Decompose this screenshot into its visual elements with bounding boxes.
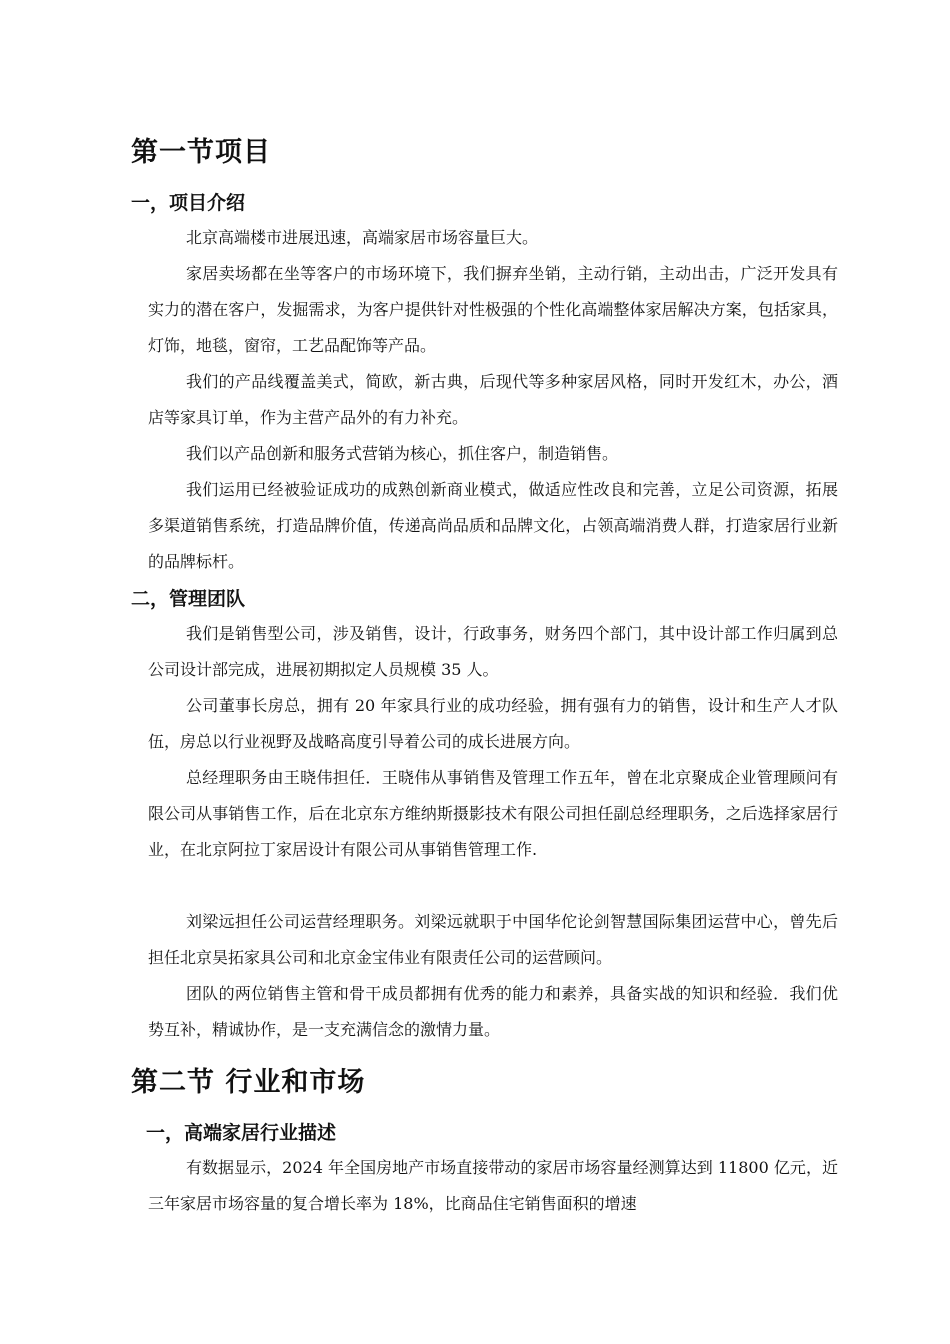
paragraph: 我们以产品创新和服务式营销为核心，抓住客户，制造销售。	[186, 444, 619, 463]
paragraph: 有数据显示，2024 年全国房地产市场直接带动的家居市场容量经测算达到 11800 亿元，近三年家居市场容量的复合增长率为 18%，比商品住宅销售面积的增速	[148, 1158, 838, 1213]
paragraph: 家居卖场都在坐等客户的市场环境下，我们摒弃坐销，主动行销，主动出击，广泛开发具有实力的潜在客户，发掘需求，为客户提供针对性极强的个性化高端整体家居解决方案，包括家具，灯饰，地毯，窗帘，工艺品配饰等产品。	[148, 264, 838, 355]
paragraph: 总经理职务由王晓伟担任．王晓伟从事销售及管理工作五年，曾在北京聚成企业管理顾问有限公司从事销售工作，后在北京东方维纳斯摄影技术有限公司担任副总经理职务，之后选择家居行业，在北京阿拉丁家居设计有限公司从事销售管理工作.	[148, 768, 838, 859]
paragraph: 公司董事长房总，拥有 20 年家具行业的成功经验，拥有强有力的销售，设计和生产人才队伍，房总以行业视野及战略高度引导着公司的成长进展方向。	[148, 696, 838, 751]
paragraph: 刘梁远担任公司运营经理职务。刘梁远就职于中国华佗论剑智慧国际集团运营中心，曾先后担任北京昊拓家具公司和北京金宝伟业有限责任公司的运营顾问。	[148, 912, 838, 967]
paragraph: 北京高端楼市进展迅速，高端家居市场容量巨大。	[186, 228, 539, 247]
paragraph: 团队的两位销售主管和骨干成员都拥有优秀的能力和素养，具备实战的知识和经验．我们优势互补，精诚协作，是一支充满信念的激情力量。	[148, 984, 838, 1039]
industry-description-heading: 一，高端家居行业描述	[146, 1122, 337, 1144]
section-2-title: 第二节 行业和市场	[131, 1067, 366, 1098]
project-intro-heading: 一，项目介绍	[131, 192, 246, 214]
section-1-title: 第一节项目	[131, 137, 271, 168]
paragraph: 我们是销售型公司，涉及销售，设计，行政事务，财务四个部门，其中设计部工作归属到总公司设计部完成，进展初期拟定人员规模 35 人。	[148, 624, 838, 679]
paragraph: 我们运用已经被验证成功的成熟创新商业模式，做适应性改良和完善，立足公司资源，拓展多渠道销售系统，打造品牌价值，传递高尚品质和品牌文化，占领高端消费人群，打造家居行业新的品牌标杆。	[148, 480, 838, 571]
management-team-heading: 二，管理团队	[131, 588, 246, 610]
paragraph: 我们的产品线覆盖美式，简欧，新古典，后现代等多种家居风格，同时开发红木，办公，酒店等家具订单，作为主营产品外的有力补充。	[148, 372, 838, 427]
